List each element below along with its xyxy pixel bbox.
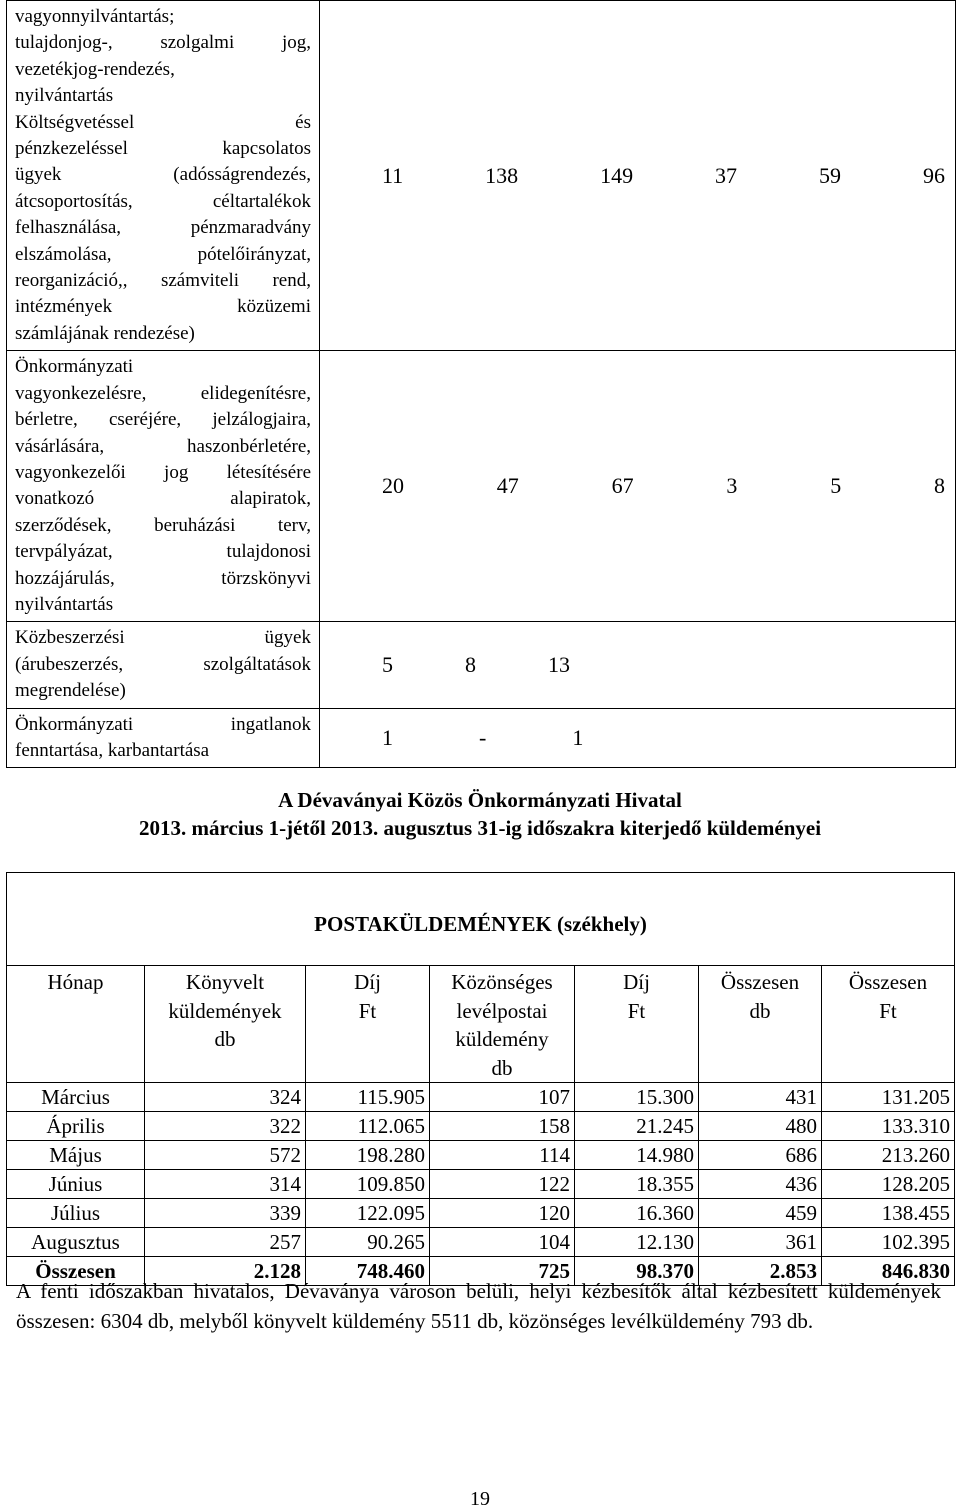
case-count-value: 67	[611, 473, 634, 499]
table-row	[7, 1083, 955, 1112]
description-line: vásárlására, haszonbérletére,	[15, 435, 311, 457]
value-cell: 115.905	[306, 1083, 430, 1112]
description-line: nyilvántartás	[15, 593, 114, 615]
description-line: elszámolása, pótelőirányzat,	[15, 243, 311, 265]
description-line: nyilvántartás	[15, 85, 114, 107]
value-cell: 14.980	[575, 1141, 699, 1170]
case-count-value: 5	[382, 651, 393, 677]
column-header	[699, 966, 822, 1083]
value-cell: 112.065	[306, 1112, 430, 1141]
description-line: Önkormányzati	[15, 356, 134, 378]
value-cell: 480	[699, 1112, 822, 1141]
case-count-value: 37	[715, 162, 738, 188]
month-cell: Július	[7, 1199, 145, 1228]
value-cell: 213.260	[822, 1141, 955, 1170]
description-line: felhasználása, pénzmaradvány	[15, 217, 311, 239]
value-cell: 158	[430, 1112, 575, 1141]
value-cell: 15.300	[575, 1083, 699, 1112]
description-line: számlájának rendezése)	[15, 322, 195, 344]
period-heading: 2013. március 1-jétől 2013. augusztus 31-ig időszakra kiterjedő küldeményei	[138, 816, 822, 840]
value-cell: 314	[145, 1170, 306, 1199]
value-cell: 128.205	[822, 1170, 955, 1199]
column-header-line: Ft	[358, 998, 377, 1023]
case-counts	[320, 351, 956, 622]
case-count-value: 3	[726, 473, 738, 499]
value-cell: 18.355	[575, 1170, 699, 1199]
case-count-value: 5	[830, 473, 842, 499]
column-header-line: Ft	[879, 998, 897, 1023]
description-line: Közbeszerzési ügyek	[15, 627, 311, 649]
value-cell: 21.245	[575, 1112, 699, 1141]
column-header-line: db	[491, 1055, 513, 1080]
case-count-value: 1	[382, 724, 393, 750]
case-row	[7, 1, 956, 351]
value-cell: 16.360	[575, 1199, 699, 1228]
column-header-line: Összesen	[848, 970, 928, 994]
value-cell: 109.850	[306, 1170, 430, 1199]
table-row	[7, 1112, 955, 1141]
page-number: 19	[470, 1488, 490, 1510]
value-cell: 846.830	[822, 1257, 955, 1286]
description-line: ügyek (adósságrendezés,	[15, 164, 311, 186]
column-header	[7, 966, 145, 1083]
case-description	[7, 351, 320, 622]
column-header-line: küldemény	[455, 1027, 549, 1051]
case-count-value: 59	[819, 162, 841, 188]
value-cell: 104	[430, 1228, 575, 1257]
description-line: Önkormányzati ingatlanok	[15, 713, 311, 735]
case-count-value: 11	[382, 162, 404, 188]
value-cell: 98.370	[575, 1257, 699, 1286]
column-header	[430, 966, 575, 1083]
description-line: tervpályázat, tulajdonosi	[15, 541, 311, 563]
column-header-line: Ft	[627, 998, 646, 1023]
case-count-value: 149	[600, 162, 634, 188]
case-description	[7, 622, 320, 708]
column-header-line: Közönséges	[451, 970, 553, 994]
case-statistics-table	[6, 0, 956, 768]
value-cell: 198.280	[306, 1141, 430, 1170]
column-header-line: Díj	[623, 970, 650, 994]
case-row	[7, 351, 956, 622]
case-count-value: 20	[382, 473, 404, 499]
column-header-line: Könyvelt	[185, 970, 265, 994]
column-header-line: db	[214, 1027, 236, 1051]
case-count-value: 8	[465, 651, 476, 677]
value-cell: 131.205	[822, 1083, 955, 1112]
case-counts	[320, 708, 956, 768]
postal-items-table	[6, 872, 955, 1286]
value-cell: 90.265	[306, 1228, 430, 1257]
summary-note: A fenti időszakban hivatalos, Dévaványa városon belüli, helyi kézbesítők által kézbesített küldemények összesen: 6304 db, melyből könyvelt küldemény 5511 db, közönséges levélküldemény 793 db.	[16, 1279, 941, 1333]
column-header	[306, 966, 430, 1083]
month-cell: Összesen	[7, 1257, 145, 1286]
table-row	[7, 1141, 955, 1170]
value-cell: 322	[145, 1112, 306, 1141]
value-cell: 120	[430, 1199, 575, 1228]
value-cell: 2.853	[699, 1257, 822, 1286]
column-header-line: levélpostai	[456, 998, 548, 1023]
case-row	[7, 708, 956, 768]
description-line: vagyonkezelői jog létesítésére	[15, 461, 311, 483]
case-count-value: 96	[922, 162, 945, 188]
column-header-line: Díj	[354, 970, 381, 994]
value-cell: 459	[699, 1199, 822, 1228]
office-heading: A Dévaványai Közös Önkormányzati Hivatal	[278, 788, 682, 812]
month-cell: Május	[7, 1141, 145, 1170]
month-cell: Június	[7, 1170, 145, 1199]
value-cell: 324	[145, 1083, 306, 1112]
column-header-line: küldemények	[168, 998, 282, 1023]
value-cell: 748.460	[306, 1257, 430, 1286]
case-description	[7, 1, 320, 351]
case-counts	[320, 1, 956, 351]
description-line: szerződések, beruházási terv,	[15, 514, 311, 536]
month-cell: Augusztus	[7, 1228, 145, 1257]
value-cell: 361	[699, 1228, 822, 1257]
value-cell: 725	[430, 1257, 575, 1286]
case-count-value: 138	[485, 162, 519, 188]
column-header-line: db	[749, 998, 771, 1023]
description-line: fenntartása, karbantartása	[15, 739, 210, 761]
value-cell: 436	[699, 1170, 822, 1199]
value-cell: 431	[699, 1083, 822, 1112]
value-cell: 686	[699, 1141, 822, 1170]
table-row	[7, 1228, 955, 1257]
description-line: megrendelése)	[15, 680, 126, 702]
column-header-line: Hónap	[47, 970, 104, 994]
case-statistics-body	[7, 1, 956, 768]
case-row	[7, 622, 956, 708]
month-cell: Április	[7, 1112, 145, 1141]
description-line: pénzkezeléssel kapcsolatos	[15, 138, 311, 160]
value-cell: 122.095	[306, 1199, 430, 1228]
case-count-value: 13	[548, 651, 570, 677]
description-line: vezetékjog-rendezés,	[15, 58, 175, 80]
table-row	[7, 1170, 955, 1199]
case-count-value: -	[479, 724, 487, 750]
description-line: (árubeszerzés, szolgáltatások	[15, 653, 311, 675]
case-description	[7, 708, 320, 768]
description-line: reorganizáció,, számviteli rend,	[15, 270, 311, 292]
description-line: vagyonnyilvántartás;	[15, 6, 175, 27]
postal-table-body	[7, 1083, 955, 1286]
case-count-value: 47	[496, 473, 519, 499]
column-header-line: Összesen	[720, 970, 800, 994]
table-row	[7, 1199, 955, 1228]
description-line: vagyonkezelésre, elidegenítésre,	[15, 382, 311, 404]
value-cell: 107	[430, 1083, 575, 1112]
description-line: hozzájárulás, törzskönyvi	[15, 567, 311, 589]
case-count-value: 1	[572, 724, 584, 750]
value-cell: 102.395	[822, 1228, 955, 1257]
description-line: intézmények közüzemi	[15, 296, 311, 318]
description-line: vonatkozó alapiratok,	[15, 488, 311, 510]
postal-table-title: POSTAKÜLDEMÉNYEK (székhely)	[7, 873, 955, 966]
value-cell: 257	[145, 1228, 306, 1257]
case-count-value: 8	[933, 473, 945, 499]
value-cell: 572	[145, 1141, 306, 1170]
month-cell: Március	[7, 1083, 145, 1112]
postal-header-row	[7, 966, 955, 1083]
value-cell: 12.130	[575, 1228, 699, 1257]
column-header	[575, 966, 699, 1083]
column-header	[822, 966, 955, 1083]
description-line: átcsoportosítás, céltartalékok	[15, 190, 311, 212]
value-cell: 339	[145, 1199, 306, 1228]
value-cell: 114	[430, 1141, 575, 1170]
description-line: tulajdonjog-, szolgalmi jog,	[15, 32, 311, 54]
description-line: bérletre, cseréjére, jelzálogjaira,	[15, 409, 311, 431]
column-header	[145, 966, 306, 1083]
description-line: Költségvetéssel és	[15, 111, 311, 133]
value-cell: 133.310	[822, 1112, 955, 1141]
value-cell: 2.128	[145, 1257, 306, 1286]
value-cell: 122	[430, 1170, 575, 1199]
case-counts	[320, 622, 956, 708]
value-cell: 138.455	[822, 1199, 955, 1228]
